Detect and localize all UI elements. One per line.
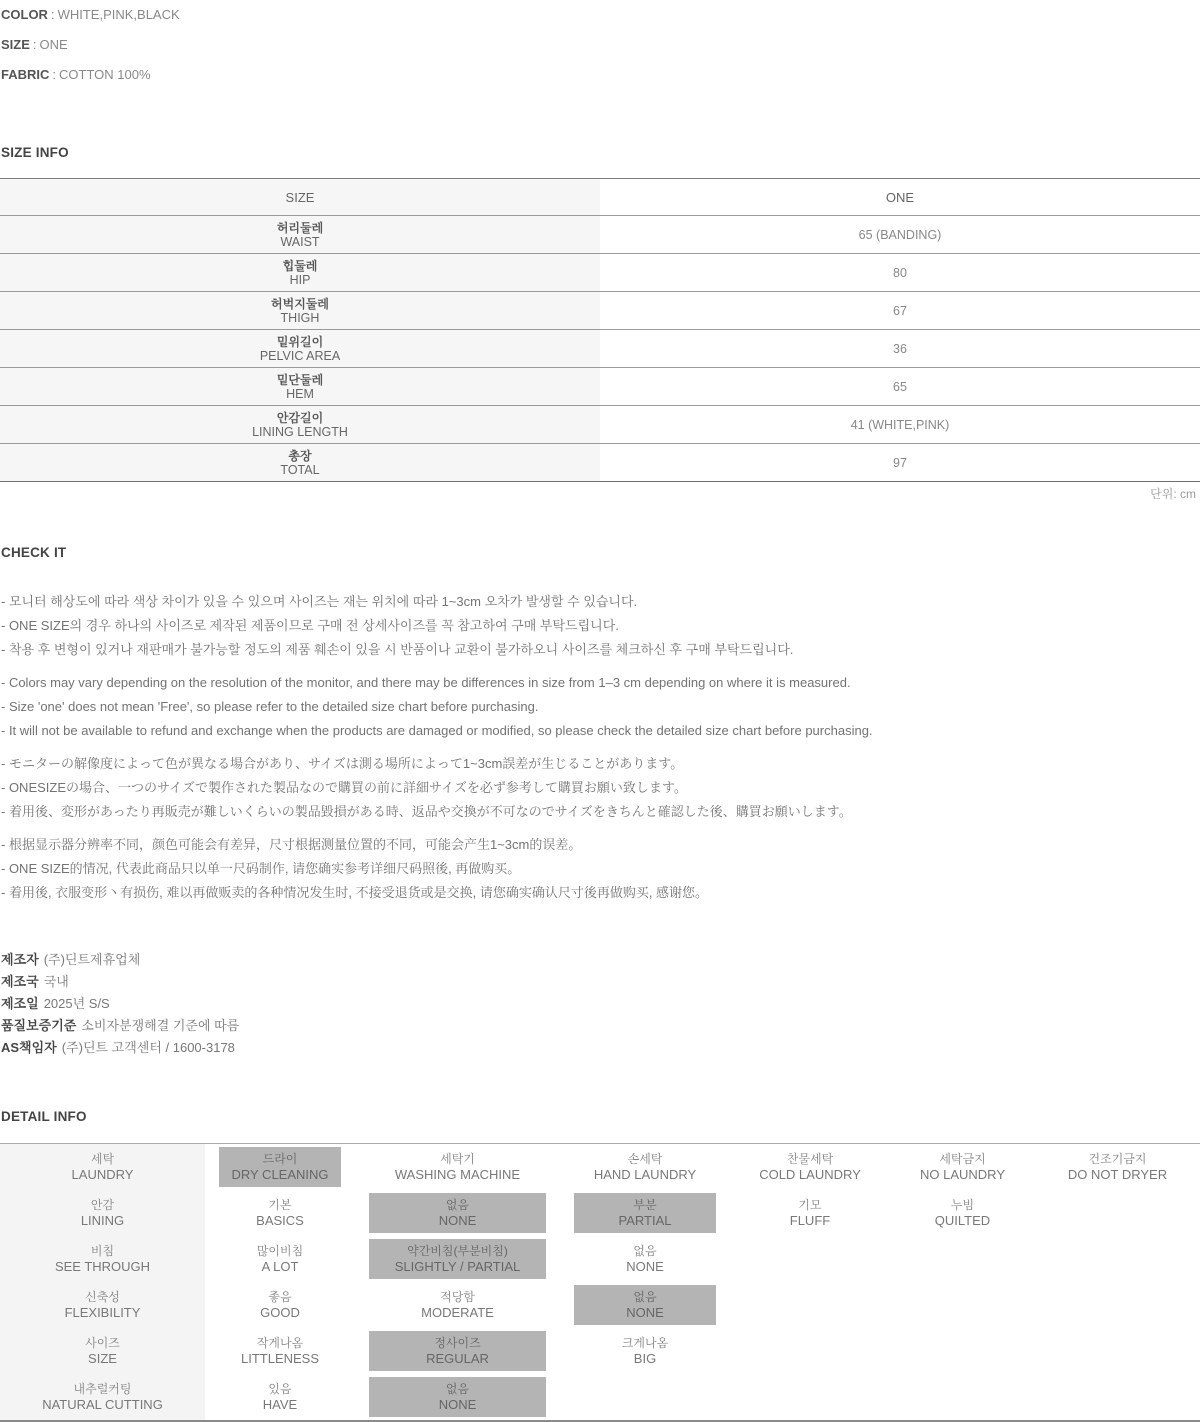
detail-option-en: REGULAR (426, 1351, 489, 1366)
spec-separator: : (52, 67, 57, 82)
detail-row-label (0, 1144, 205, 1190)
detail-cell (355, 1374, 560, 1420)
size-table-header-size: SIZE (0, 179, 600, 215)
detail-option-ko: 적당함 (440, 1290, 475, 1304)
check-it-notes (0, 590, 1200, 905)
maker-line-warranty (1, 1015, 1200, 1037)
detail-row-see-through (0, 1236, 1200, 1282)
detail-row-label (0, 1282, 205, 1328)
maker-label: 품질보증기준 (1, 1018, 77, 1033)
detail-option-en: HAVE (262, 1397, 298, 1412)
size-table-row-waist (0, 216, 1200, 254)
size-info-heading: SIZE INFO (1, 145, 69, 160)
detail-cell-empty (730, 1282, 890, 1328)
detail-row-label (0, 1374, 205, 1420)
spec-fabric (1, 68, 1200, 82)
spec-color-value: WHITE,PINK,BLACK (57, 7, 180, 22)
detail-option (369, 1285, 546, 1325)
size-row-label-ko: 허리둘레 (276, 220, 324, 235)
maker-label: 제조일 (1, 996, 39, 1011)
detail-cell-empty (1035, 1236, 1200, 1282)
size-row-label-en: THIGH (280, 310, 320, 325)
detail-label-en: LAUNDRY (71, 1167, 134, 1182)
size-row-label-en: HEM (286, 386, 314, 401)
size-row-label (0, 444, 600, 481)
manufacturer-info (0, 949, 1200, 1059)
detail-option-en: HAND LAUNDRY (593, 1167, 697, 1182)
size-row-label-en: PELVIC AREA (259, 348, 341, 363)
detail-info-table (0, 1143, 1200, 1422)
detail-cell (1035, 1144, 1200, 1190)
size-row-label (0, 216, 600, 253)
size-row-label-ko: 밑위길이 (276, 334, 324, 349)
detail-cell-empty (1035, 1328, 1200, 1374)
note-line: - ONESIZEの場合、一つのサイズで製作された製品なので購買の前に詳細サイズを必ず参考して購買お願い致します。 (1, 780, 687, 795)
spec-color (1, 8, 1200, 22)
detail-option (1049, 1147, 1186, 1187)
size-row-value: 67 (893, 303, 907, 318)
detail-cell (205, 1282, 355, 1328)
detail-option-ko: 기모 (798, 1198, 822, 1212)
detail-cell-empty (890, 1374, 1035, 1420)
detail-row-natural-cutting (0, 1374, 1200, 1420)
note-line: - Size 'one' does not mean 'Free', so please refer to the detailed size chart before purchasing. (1, 699, 539, 714)
detail-option-en: BASICS (256, 1213, 304, 1228)
detail-cell (355, 1144, 560, 1190)
detail-cell-empty (730, 1374, 890, 1420)
maker-line-date (1, 993, 1200, 1015)
size-row-value: 97 (893, 455, 907, 470)
detail-label-en: NATURAL CUTTING (42, 1397, 163, 1412)
detail-cell-empty (560, 1374, 730, 1420)
detail-row-label (0, 1328, 205, 1374)
detail-info-heading: DETAIL INFO (1, 1109, 87, 1124)
detail-cell (205, 1144, 355, 1190)
detail-cell (730, 1144, 890, 1190)
detail-option-selected (369, 1331, 546, 1371)
maker-value: (주)딘트제휴업체 (43, 952, 141, 967)
detail-cell (355, 1282, 560, 1328)
detail-cell (205, 1190, 355, 1236)
note-line: - Colors may vary depending on the resolution of the monitor, and there may be differences in size from 1–3 cm depending on where it is measured. (1, 675, 851, 690)
size-table-row-total (0, 444, 1200, 482)
detail-option-en: SLIGHTLY / PARTIAL (394, 1259, 521, 1274)
detail-option-en: NONE (438, 1213, 477, 1228)
size-row-value: 80 (893, 265, 907, 280)
detail-option-ko: 기본 (268, 1198, 292, 1212)
detail-label-en: LINING (80, 1213, 125, 1228)
maker-line-manufacturer (1, 949, 1200, 971)
detail-option-ko: 없음 (445, 1382, 470, 1396)
detail-label-ko: 신축성 (85, 1290, 120, 1304)
size-row-label-en: WAIST (280, 234, 320, 249)
detail-option-ko: 없음 (633, 1290, 657, 1304)
size-row-label-ko: 허벅지둘레 (271, 296, 329, 311)
detail-cell (205, 1374, 355, 1420)
detail-option (574, 1147, 716, 1187)
detail-option (219, 1239, 341, 1279)
detail-option-ko: 정사이즈 (434, 1336, 481, 1350)
detail-option-en: COLD LAUNDRY (759, 1167, 861, 1182)
detail-option (219, 1377, 341, 1417)
size-row-value: 41 (WHITE,PINK) (850, 417, 950, 432)
spec-separator: : (50, 7, 55, 22)
note-line: - 着用後、変形があったり再販売が難しいくらいの製品毀損がある時、返品や交換が不可なのでサイズをきちんと確認した後、購買お願いします。 (1, 804, 852, 819)
detail-option-en: A LOT (261, 1259, 299, 1274)
detail-option-en: WASHING MACHINE (394, 1167, 521, 1182)
detail-option-en: PARTIAL (618, 1213, 672, 1228)
size-row-label-ko: 힙둘레 (282, 258, 318, 273)
size-table-row-thigh (0, 292, 1200, 330)
spec-fabric-value: COTTON 100% (59, 67, 151, 82)
note-line: - モニターの解像度によって色が異なる場合があり、サイズは測る場所によって1~3cm誤差が生じることがあります。 (1, 756, 684, 771)
detail-cell-empty (890, 1282, 1035, 1328)
detail-option (744, 1193, 876, 1233)
detail-option-en: FLUFF (789, 1213, 831, 1228)
detail-option-en: NONE (626, 1259, 664, 1274)
detail-cell-empty (890, 1236, 1035, 1282)
detail-option-ko: 건조기금지 (1088, 1152, 1147, 1166)
detail-option-ko: 없음 (445, 1198, 470, 1212)
detail-option-en: BIG (633, 1351, 657, 1366)
detail-cell-empty (1035, 1374, 1200, 1420)
detail-option (219, 1331, 341, 1371)
detail-option-ko: 없음 (633, 1244, 657, 1258)
detail-option-ko: 찬물세탁 (786, 1152, 834, 1166)
check-it-heading: CHECK IT (1, 545, 67, 560)
detail-option-en: QUILTED (934, 1213, 991, 1228)
maker-label: 제조자 (1, 952, 39, 967)
spec-separator: : (32, 37, 37, 52)
size-row-label (0, 330, 600, 367)
check-notes-chinese (1, 833, 1200, 905)
detail-cell-empty (730, 1328, 890, 1374)
maker-value: (주)딘트 고객센터 / 1600-3178 (61, 1040, 235, 1055)
detail-option-selected (574, 1285, 716, 1325)
detail-cell (205, 1236, 355, 1282)
detail-option-selected (369, 1239, 546, 1279)
size-row-value: 36 (893, 341, 907, 356)
detail-label-ko: 사이즈 (85, 1336, 120, 1350)
detail-cell (890, 1144, 1035, 1190)
detail-option-ko: 크게나옴 (621, 1336, 669, 1350)
size-row-label (0, 254, 600, 291)
detail-option-selected (369, 1377, 546, 1417)
note-line: - 모니터 해상도에 따라 색상 차이가 있을 수 있으며 사이즈는 재는 위치에 따라 1~3cm 오차가 발생할 수 있습니다. (1, 594, 638, 609)
size-row-value: 65 (BANDING) (858, 227, 942, 242)
note-line: - 根据显示器分辨率不同，颜色可能会有差异，尺寸根据测量位置的不同，可能会产生1~3cm的误差。 (1, 837, 582, 852)
detail-option-en: DRY CLEANING (231, 1167, 329, 1182)
note-line: - ONE SIZE的情况, 代表此商品只以单一尺码制作, 请您确实参考详细尺码照後, 再做购买。 (1, 861, 521, 876)
detail-row-label (0, 1190, 205, 1236)
size-row-label (0, 406, 600, 443)
maker-value: 국내 (43, 974, 69, 989)
size-table-row-pelvic-area (0, 330, 1200, 368)
detail-cell (560, 1236, 730, 1282)
detail-label-ko: 비침 (90, 1244, 115, 1258)
maker-label: 제조국 (1, 974, 39, 989)
detail-option (904, 1147, 1021, 1187)
spec-fabric-label: FABRIC (1, 67, 50, 82)
detail-cell (355, 1190, 560, 1236)
note-line: - ONE SIZE의 경우 하나의 사이즈로 제작된 제품이므로 구매 전 상세사이즈를 꼭 참고하여 구매 부탁드립니다. (1, 618, 619, 633)
detail-option (574, 1331, 716, 1371)
detail-cell (355, 1236, 560, 1282)
detail-row-label (0, 1236, 205, 1282)
detail-option-ko: 있음 (268, 1382, 292, 1396)
detail-option-en: NO LAUNDRY (919, 1167, 1005, 1182)
detail-option-ko: 누빔 (950, 1198, 975, 1212)
note-line: - It will not be available to refund and exchange when the products are damaged or modified, so please check the detailed size chart before purchasing. (1, 723, 873, 738)
size-info-table (0, 178, 1200, 482)
detail-cell-empty (1035, 1282, 1200, 1328)
detail-label-en: SIZE (88, 1351, 117, 1366)
note-line: - 着用後, 衣服变形丶有损伤, 难以再做贩卖的各种情况发生时, 不接受退货或是交换, 请您确实确认尺寸後再做购买, 感谢您。 (1, 885, 709, 900)
detail-cell (355, 1328, 560, 1374)
detail-option-en: LITTLENESS (240, 1351, 320, 1366)
detail-cell-empty (890, 1328, 1035, 1374)
detail-option-en: GOOD (260, 1305, 300, 1320)
maker-value: 소비자분쟁해결 기준에 따름 (81, 1018, 240, 1033)
product-specs (0, 8, 1200, 82)
detail-option-en: MODERATE (421, 1305, 494, 1320)
detail-option-ko: 많이비침 (256, 1244, 304, 1258)
spec-size-label: SIZE (1, 37, 30, 52)
size-row-label-en: LINING LENGTH (252, 424, 348, 439)
size-table-row-lining-length (0, 406, 1200, 444)
detail-row-lining (0, 1190, 1200, 1236)
spec-size-value: ONE (39, 37, 68, 52)
maker-value: 2025년 S/S (43, 996, 110, 1011)
detail-option-en: NONE (438, 1397, 477, 1412)
detail-option (744, 1147, 876, 1187)
check-notes-japanese (1, 752, 1200, 824)
detail-option-selected (369, 1193, 546, 1233)
size-table-row-hem (0, 368, 1200, 406)
detail-cell (560, 1190, 730, 1236)
detail-option-ko: 좋음 (268, 1290, 292, 1304)
detail-option-ko: 작게나옴 (256, 1336, 304, 1350)
size-row-label (0, 368, 600, 405)
maker-line-country (1, 971, 1200, 993)
detail-label-ko: 안감 (90, 1198, 115, 1212)
detail-option-ko: 세탁금지 (939, 1152, 986, 1166)
check-notes-korean (1, 590, 1200, 662)
detail-cell (890, 1190, 1035, 1236)
size-row-label-ko: 안감길이 (276, 410, 324, 425)
detail-option-en: DO NOT DRYER (1067, 1167, 1168, 1182)
spec-color-label: COLOR (1, 7, 48, 22)
check-notes-english (1, 671, 1200, 743)
maker-line-as-contact (1, 1037, 1200, 1059)
size-row-label-en: TOTAL (280, 462, 320, 477)
size-row-label (0, 292, 600, 329)
size-row-label-en: HIP (289, 272, 311, 287)
size-table-header-one: ONE (885, 189, 915, 205)
detail-option (369, 1147, 546, 1187)
detail-label-ko: 세탁 (90, 1152, 115, 1166)
detail-option-selected (219, 1147, 341, 1187)
detail-option (904, 1193, 1021, 1233)
detail-option (219, 1193, 341, 1233)
detail-cell (560, 1328, 730, 1374)
detail-cell (560, 1282, 730, 1328)
size-table-row-hip (0, 254, 1200, 292)
detail-option-ko: 부분 (633, 1198, 657, 1212)
size-row-label-ko: 총장 (288, 448, 312, 463)
detail-row-laundry (0, 1144, 1200, 1190)
detail-option-ko: 세탁기 (440, 1152, 475, 1166)
detail-option-ko: 약간비침(부분비침) (407, 1244, 508, 1258)
detail-row-size (0, 1328, 1200, 1374)
detail-option (219, 1285, 341, 1325)
detail-cell (730, 1190, 890, 1236)
detail-label-ko: 내추럴커팅 (73, 1382, 132, 1396)
detail-cell-empty (730, 1236, 890, 1282)
detail-cell (560, 1144, 730, 1190)
size-row-label-ko: 밑단둘레 (276, 372, 324, 387)
size-row-value: 65 (893, 379, 907, 394)
size-unit-note: 단위: cm (1150, 487, 1196, 501)
detail-option-en: NONE (626, 1305, 664, 1320)
spec-size (1, 38, 1200, 52)
size-table-header-row (0, 179, 1200, 216)
detail-option-ko: 손세탁 (627, 1152, 663, 1166)
detail-row-flexibility (0, 1282, 1200, 1328)
detail-label-en: FLEXIBILITY (64, 1305, 141, 1320)
detail-cell (205, 1328, 355, 1374)
maker-label: AS책임자 (1, 1040, 57, 1055)
detail-option-ko: 드라이 (262, 1152, 298, 1166)
detail-cell-empty (1035, 1190, 1200, 1236)
detail-option-selected (574, 1193, 716, 1233)
detail-label-en: SEE THROUGH (54, 1259, 151, 1274)
note-line: - 착용 후 변형이 있거나 재판매가 불가능할 정도의 제품 훼손이 있을 시 반품이나 교환이 불가하오니 사이즈를 체크하신 후 구매 부탁드립니다. (1, 642, 794, 657)
detail-option (574, 1239, 716, 1279)
